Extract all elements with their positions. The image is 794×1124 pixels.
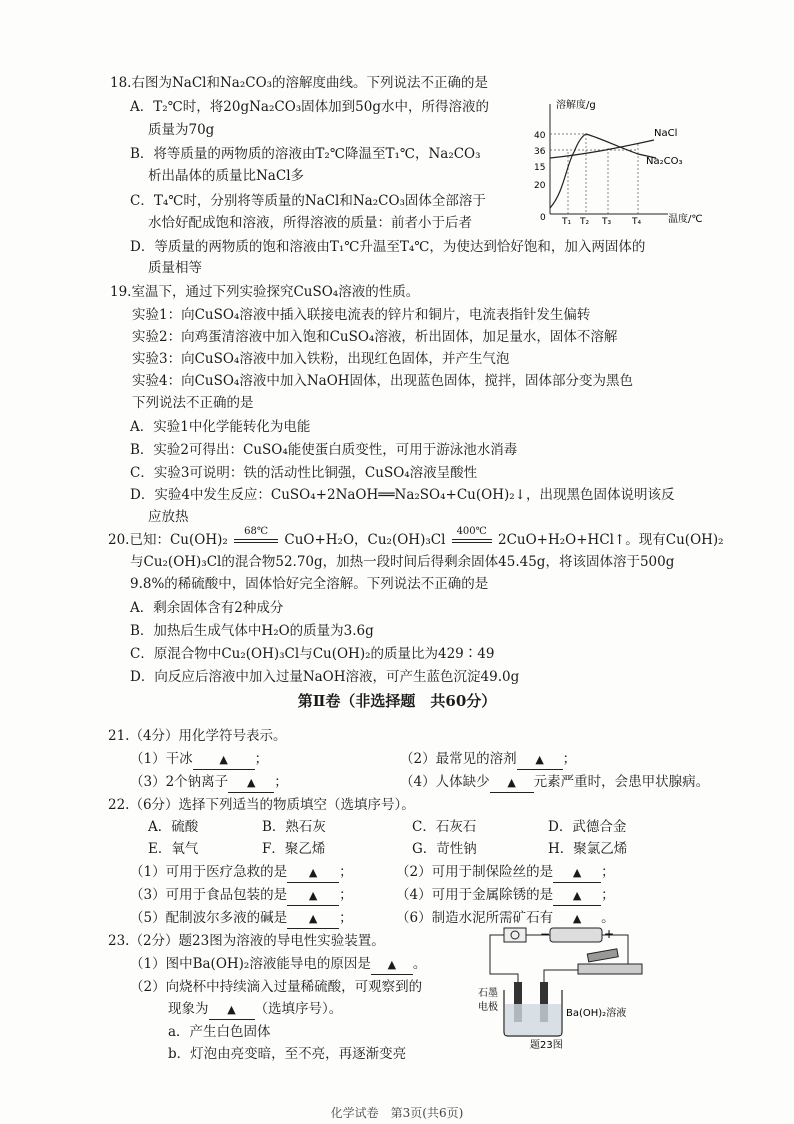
reaction-arrow-2 bbox=[450, 526, 494, 549]
q22-part-3: （3）可用于食品包装的是 ▲ ； bbox=[130, 886, 353, 906]
q22-part-6-label: （6）制造水泥所需矿石有 bbox=[396, 910, 554, 926]
answer-blank[interactable]: ▲ bbox=[228, 774, 274, 793]
q18-option-d-line1: D．等质量的两物质的饱和溶液由T₁℃升温至T₄℃，为使达到恰好饱和，加入两固体的 bbox=[130, 239, 646, 255]
q22-option-g: G．苛性钠 bbox=[412, 841, 477, 857]
q22-part-5-label: （5）配制波尔多液的碱是 bbox=[130, 910, 288, 926]
switch-base bbox=[578, 964, 642, 974]
q22-part-6: （6）制造水泥所需矿石有 ▲ 。 bbox=[396, 909, 615, 929]
q22-option-f: F．聚乙烯 bbox=[262, 841, 326, 857]
q23-part-2-line2 bbox=[168, 1000, 342, 1020]
y-tick-40: 40 bbox=[534, 131, 546, 141]
q20-option-a: A．剩余固体含有2种成分 bbox=[130, 600, 284, 616]
q19-option-d-line2: 应放热 bbox=[148, 509, 189, 525]
q21-part-3: （3）2个钠离子 ▲ ； bbox=[130, 773, 288, 793]
answer-blank[interactable]: ▲ bbox=[517, 751, 563, 770]
q19-experiment-3: 实验3：向CuSO₄溶液中加入铁粉，出现红色固体，并产生气泡 bbox=[132, 351, 510, 367]
q20-option-c: C．原混合物中Cu₂(OH)₃Cl与Cu(OH)₂的质量比为429∶49 bbox=[130, 646, 495, 662]
q22-part-2: （2）可用于制保险丝的是 ▲ ； bbox=[396, 863, 615, 883]
q21-part-3-label: （3）2个钠离子 bbox=[130, 774, 229, 790]
q22-option-a: A．硫酸 bbox=[148, 819, 199, 835]
q20-line1-part-a: 20.已知：Cu(OH)₂ bbox=[108, 532, 228, 548]
q18-option-a-line1: A．T₂℃时，将20gNa₂CO₃固体加到50g水中，所得溶液的 bbox=[130, 99, 489, 115]
q21-stem: 21.（4分）用化学符号表示。 bbox=[108, 728, 287, 744]
q20-option-d: D．向反应后溶液中加入过量NaOH溶液，可产生蓝色沉淀49.0g bbox=[130, 669, 520, 685]
q20-line3: 9.8%的稀硫酸中，固体恰好完全溶解。下列说法不正确的是 bbox=[130, 576, 489, 592]
answer-blank[interactable]: ▲ bbox=[193, 751, 255, 770]
q18-option-c-line1: C．T₄℃时，分别将等质量的NaCl和Na₂CO₃固体全部溶于 bbox=[130, 193, 486, 209]
q22-option-e: E．氧气 bbox=[148, 841, 199, 857]
figure-caption: 题23图 bbox=[530, 1040, 563, 1051]
wire-to-electrode-right bbox=[544, 970, 578, 984]
reaction-condition-2: 400℃ bbox=[456, 526, 487, 537]
nacl-label: NaCl bbox=[654, 128, 678, 139]
q21-part-4-tail: 元素严重时，会患甲状腺病。 bbox=[533, 774, 710, 790]
solution bbox=[505, 1004, 561, 1035]
page-footer: 化学试卷 第3页(共6页) bbox=[330, 1106, 464, 1120]
answer-blank[interactable]: ▲ bbox=[553, 887, 601, 906]
solubility-chart bbox=[528, 96, 710, 226]
q22-part-1-label: （1）可用于医疗急救的是 bbox=[130, 864, 288, 880]
answer-blank[interactable]: ▲ bbox=[553, 910, 601, 929]
switch-knife bbox=[587, 949, 618, 962]
q19-option-b: B．实验2可得出：CuSO₄能使蛋白质变性，可用于游泳池水消毒 bbox=[130, 442, 518, 458]
q20-line1 bbox=[108, 526, 724, 549]
q20-line1-part-b: CuO+H₂O，Cu₂(OH)₃Cl bbox=[284, 532, 446, 548]
answer-blank[interactable]: ▲ bbox=[287, 887, 339, 906]
y-tick-36: 36 bbox=[534, 147, 546, 157]
q18-option-c-line2: 水恰好配成饱和溶液，所得溶液的质量：前者小于后者 bbox=[148, 215, 472, 231]
q19-option-a: A．实验1中化学能转化为电能 bbox=[130, 419, 311, 435]
y-axis-label: 溶解度/g bbox=[556, 100, 596, 111]
y-tick-15: 15 bbox=[534, 163, 546, 173]
na2co3-curve bbox=[550, 134, 656, 208]
x-tick-t1: T₁ bbox=[562, 217, 572, 226]
q18-option-b-line1: B．将等质量的两物质的溶液由T₂℃降温至T₁℃，Na₂CO₃ bbox=[130, 146, 481, 162]
q22-option-c: C．石灰石 bbox=[412, 819, 477, 835]
nacl-curve bbox=[550, 140, 654, 158]
q23-option-b: b．灯泡由亮变暗，至不亮，再逐渐变亮 bbox=[168, 1046, 407, 1062]
q23-part-2: （2）向烧杯中持续滴入过量稀硫酸，可观察到的 bbox=[130, 979, 423, 995]
battery-plus-label: + bbox=[604, 927, 615, 941]
q19-option-c: C．实验3可说明：铁的活动性比铜强，CuSO₄溶液呈酸性 bbox=[130, 465, 478, 481]
q18-option-a-line2: 质量为70g bbox=[148, 122, 215, 138]
conductivity-apparatus-figure bbox=[478, 924, 678, 1052]
q21-part-4 bbox=[400, 773, 709, 793]
q23-part-2-label: 现象为 bbox=[168, 1001, 209, 1017]
q21-part-2: （2）最常见的溶剂 ▲ ； bbox=[400, 750, 576, 770]
origin-label: 0 bbox=[540, 213, 546, 223]
answer-blank[interactable]: ▲ bbox=[209, 1001, 255, 1020]
q23-part-1: （1）图中Ba(OH)₂溶液能导电的原因是 ▲ 。 bbox=[130, 955, 426, 975]
q19-ask: 下列说法不正确的是 bbox=[132, 395, 254, 411]
answer-blank[interactable]: ▲ bbox=[287, 910, 339, 929]
q19-option-d-line1: D．实验4中发生反应：CuSO₄+2NaOH══Na₂SO₄+Cu(OH)₂↓，出现黑色固体说明该反 bbox=[130, 487, 675, 503]
q20-line1-part-c: 2CuO+H₂O+HCl↑。现有Cu(OH)₂ bbox=[498, 532, 724, 548]
q23-stem: 23.（2分）题23图为溶液的导电性实验装置。 bbox=[108, 933, 385, 949]
q23-option-a: a．产生白色固体 bbox=[168, 1024, 271, 1040]
x-tick-t3: T₃ bbox=[602, 217, 612, 226]
x-tick-t4: T₄ bbox=[632, 217, 642, 226]
reaction-condition-1: 68℃ bbox=[244, 526, 269, 537]
q23-part-2-tail: （选填序号）。 bbox=[254, 1001, 343, 1017]
section-title: 第Ⅱ卷（非选择题 共60分） bbox=[297, 692, 497, 710]
q21-part-1-label: （1）干冰 bbox=[130, 751, 193, 767]
q22-part-1: （1）可用于医疗急救的是 ▲ ； bbox=[130, 863, 353, 883]
q18-option-d-line2: 质量相等 bbox=[148, 260, 202, 276]
electrode-label-line1: 石墨 bbox=[478, 988, 498, 999]
na2co3-label: Na₂CO₃ bbox=[646, 156, 683, 167]
q22-part-3-label: （3）可用于食品包装的是 bbox=[130, 887, 288, 903]
wire-to-electrode-left bbox=[490, 954, 518, 984]
battery bbox=[550, 928, 602, 942]
q22-part-4: （4）可用于金属除锈的是 ▲ ； bbox=[396, 886, 615, 906]
answer-blank[interactable]: ▲ bbox=[371, 956, 413, 975]
x-tick-t2: T₂ bbox=[580, 217, 590, 226]
ammeter-box bbox=[504, 928, 526, 942]
q19-stem: 19.室温下，通过下列实验探究CuSO₄溶液的性质。 bbox=[110, 284, 420, 300]
q21-part-4-label: （4）人体缺少 bbox=[400, 774, 490, 790]
q22-option-h: H．聚氯乙烯 bbox=[548, 841, 628, 857]
q20-option-b: B．加热后生成气体中H₂O的质量为3.6g bbox=[130, 623, 374, 639]
q22-option-d: D．武德合金 bbox=[548, 819, 627, 835]
solution-label: Ba(OH)₂溶液 bbox=[566, 1008, 627, 1019]
y-tick-20: 20 bbox=[534, 181, 546, 191]
q18-stem: 18.右图为NaCl和Na₂CO₃的溶解度曲线。下列说法不正确的是 bbox=[110, 75, 489, 91]
q19-experiment-2: 实验2：向鸡蛋清溶液中加入饱和CuSO₄溶液，析出固体，加足量水，固体不溶解 bbox=[132, 329, 618, 345]
q19-experiment-1: 实验1：向CuSO₄溶液中插入联接电流表的锌片和铜片，电流表指针发生偏转 bbox=[132, 307, 591, 323]
electrode-label-line2: 电极 bbox=[478, 1002, 498, 1013]
reaction-arrow-1 bbox=[232, 526, 280, 549]
q21-part-1: （1）干冰 ▲ ； bbox=[130, 750, 268, 770]
q22-part-5: （5）配制波尔多液的碱是 ▲ ； bbox=[130, 909, 353, 929]
answer-blank[interactable]: ▲ bbox=[490, 774, 534, 793]
battery-minus-label: − bbox=[540, 927, 551, 941]
answer-blank[interactable]: ▲ bbox=[287, 864, 339, 883]
x-axis-label: 温度/℃ bbox=[668, 214, 703, 225]
q22-stem: 22.（6分）选择下列适当的物质填空（选填序号）。 bbox=[108, 797, 415, 813]
q22-option-b: B．熟石灰 bbox=[262, 819, 326, 835]
q23-part-1-label: （1）图中Ba(OH)₂溶液能导电的原因是 bbox=[130, 956, 371, 972]
q19-experiment-4: 实验4：向CuSO₄溶液中加入NaOH固体，出现蓝色固体，搅拌，固体部分变为黑色 bbox=[132, 373, 634, 389]
answer-blank[interactable]: ▲ bbox=[553, 864, 601, 883]
q22-part-4-label: （4）可用于金属除锈的是 bbox=[396, 887, 554, 903]
q21-part-2-label: （2）最常见的溶剂 bbox=[400, 751, 517, 767]
q18-option-b-line2: 析出晶体的质量比NaCl多 bbox=[148, 168, 305, 184]
q20-line2: 与Cu₂(OH)₃Cl的混合物52.70g，加热一段时间后得剩余固体45.45g，将该固体溶于500g bbox=[130, 554, 675, 570]
q22-part-2-label: （2）可用于制保险丝的是 bbox=[396, 864, 554, 880]
wire-top bbox=[490, 935, 504, 954]
